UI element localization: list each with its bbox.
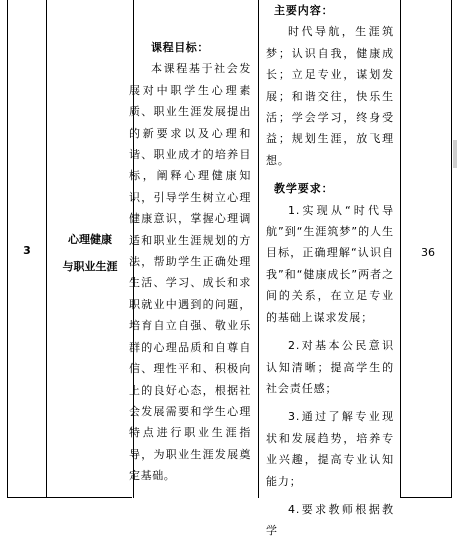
requirement-item-3: 3.通过了解专业现状和发展趋势，培养专业兴趣，提高专业认知能力； — [266, 410, 394, 488]
requirement-item-1: 1.实现从“时代导航”到“生涯筑梦”的人生目标，正确理解“认识自我”和“健康成长”两者之间的关系，在立足专业的基础上谋求发展； — [266, 203, 394, 324]
course-goal-cell — [129, 37, 251, 487]
goal-heading: 课程目标： — [151, 41, 209, 54]
class-hours: 36 — [421, 246, 435, 259]
table-border-bottom-right — [400, 497, 452, 498]
row-number: 3 — [23, 244, 31, 257]
content-heading: 主要内容： — [274, 4, 334, 17]
column-divider-content — [258, 0, 259, 498]
requirements-heading: 教学要求： — [274, 182, 334, 196]
goal-text: 本课程基于社会发展对中职学生心理素质、职业生涯发展提出的新要求以及心理和谐、职业成才的培养目标，阐释心理健康知识，引导学生树立心理健康意识，掌握心理调适和职业生涯规划的方法，帮助学生正确处理生活、学习、成长和求职就业中遇到的问题，培育自立自强、敬业乐群的心理品质和自尊自信、理性平和、积极向上的良好心态，根据社会发展需要和学生心理特点进行职业生涯指导，为职业生涯发展奠定基础。 — [129, 62, 251, 483]
requirement-item-4: 4.要求教师根据教学 — [266, 502, 394, 538]
course-name-line1: 心理健康 — [68, 233, 112, 246]
requirement-item-2: 2.对基本公民意识认知清晰；提高学生的社会责任感； — [266, 339, 394, 395]
column-divider-hours — [400, 0, 401, 498]
course-name-line2: 与职业生涯 — [62, 260, 118, 273]
table-border-bottom — [7, 497, 132, 498]
content-and-requirements-cell — [266, 0, 394, 542]
scrollbar-thumb[interactable] — [453, 140, 457, 168]
course-name — [47, 226, 133, 280]
content-text: 时代导航，生涯筑梦；认识自我，健康成长；立足专业，谋划发展；和谐交往，快乐生活；学会学习，终身受益；规划生涯，放飞理想。 — [266, 25, 394, 167]
